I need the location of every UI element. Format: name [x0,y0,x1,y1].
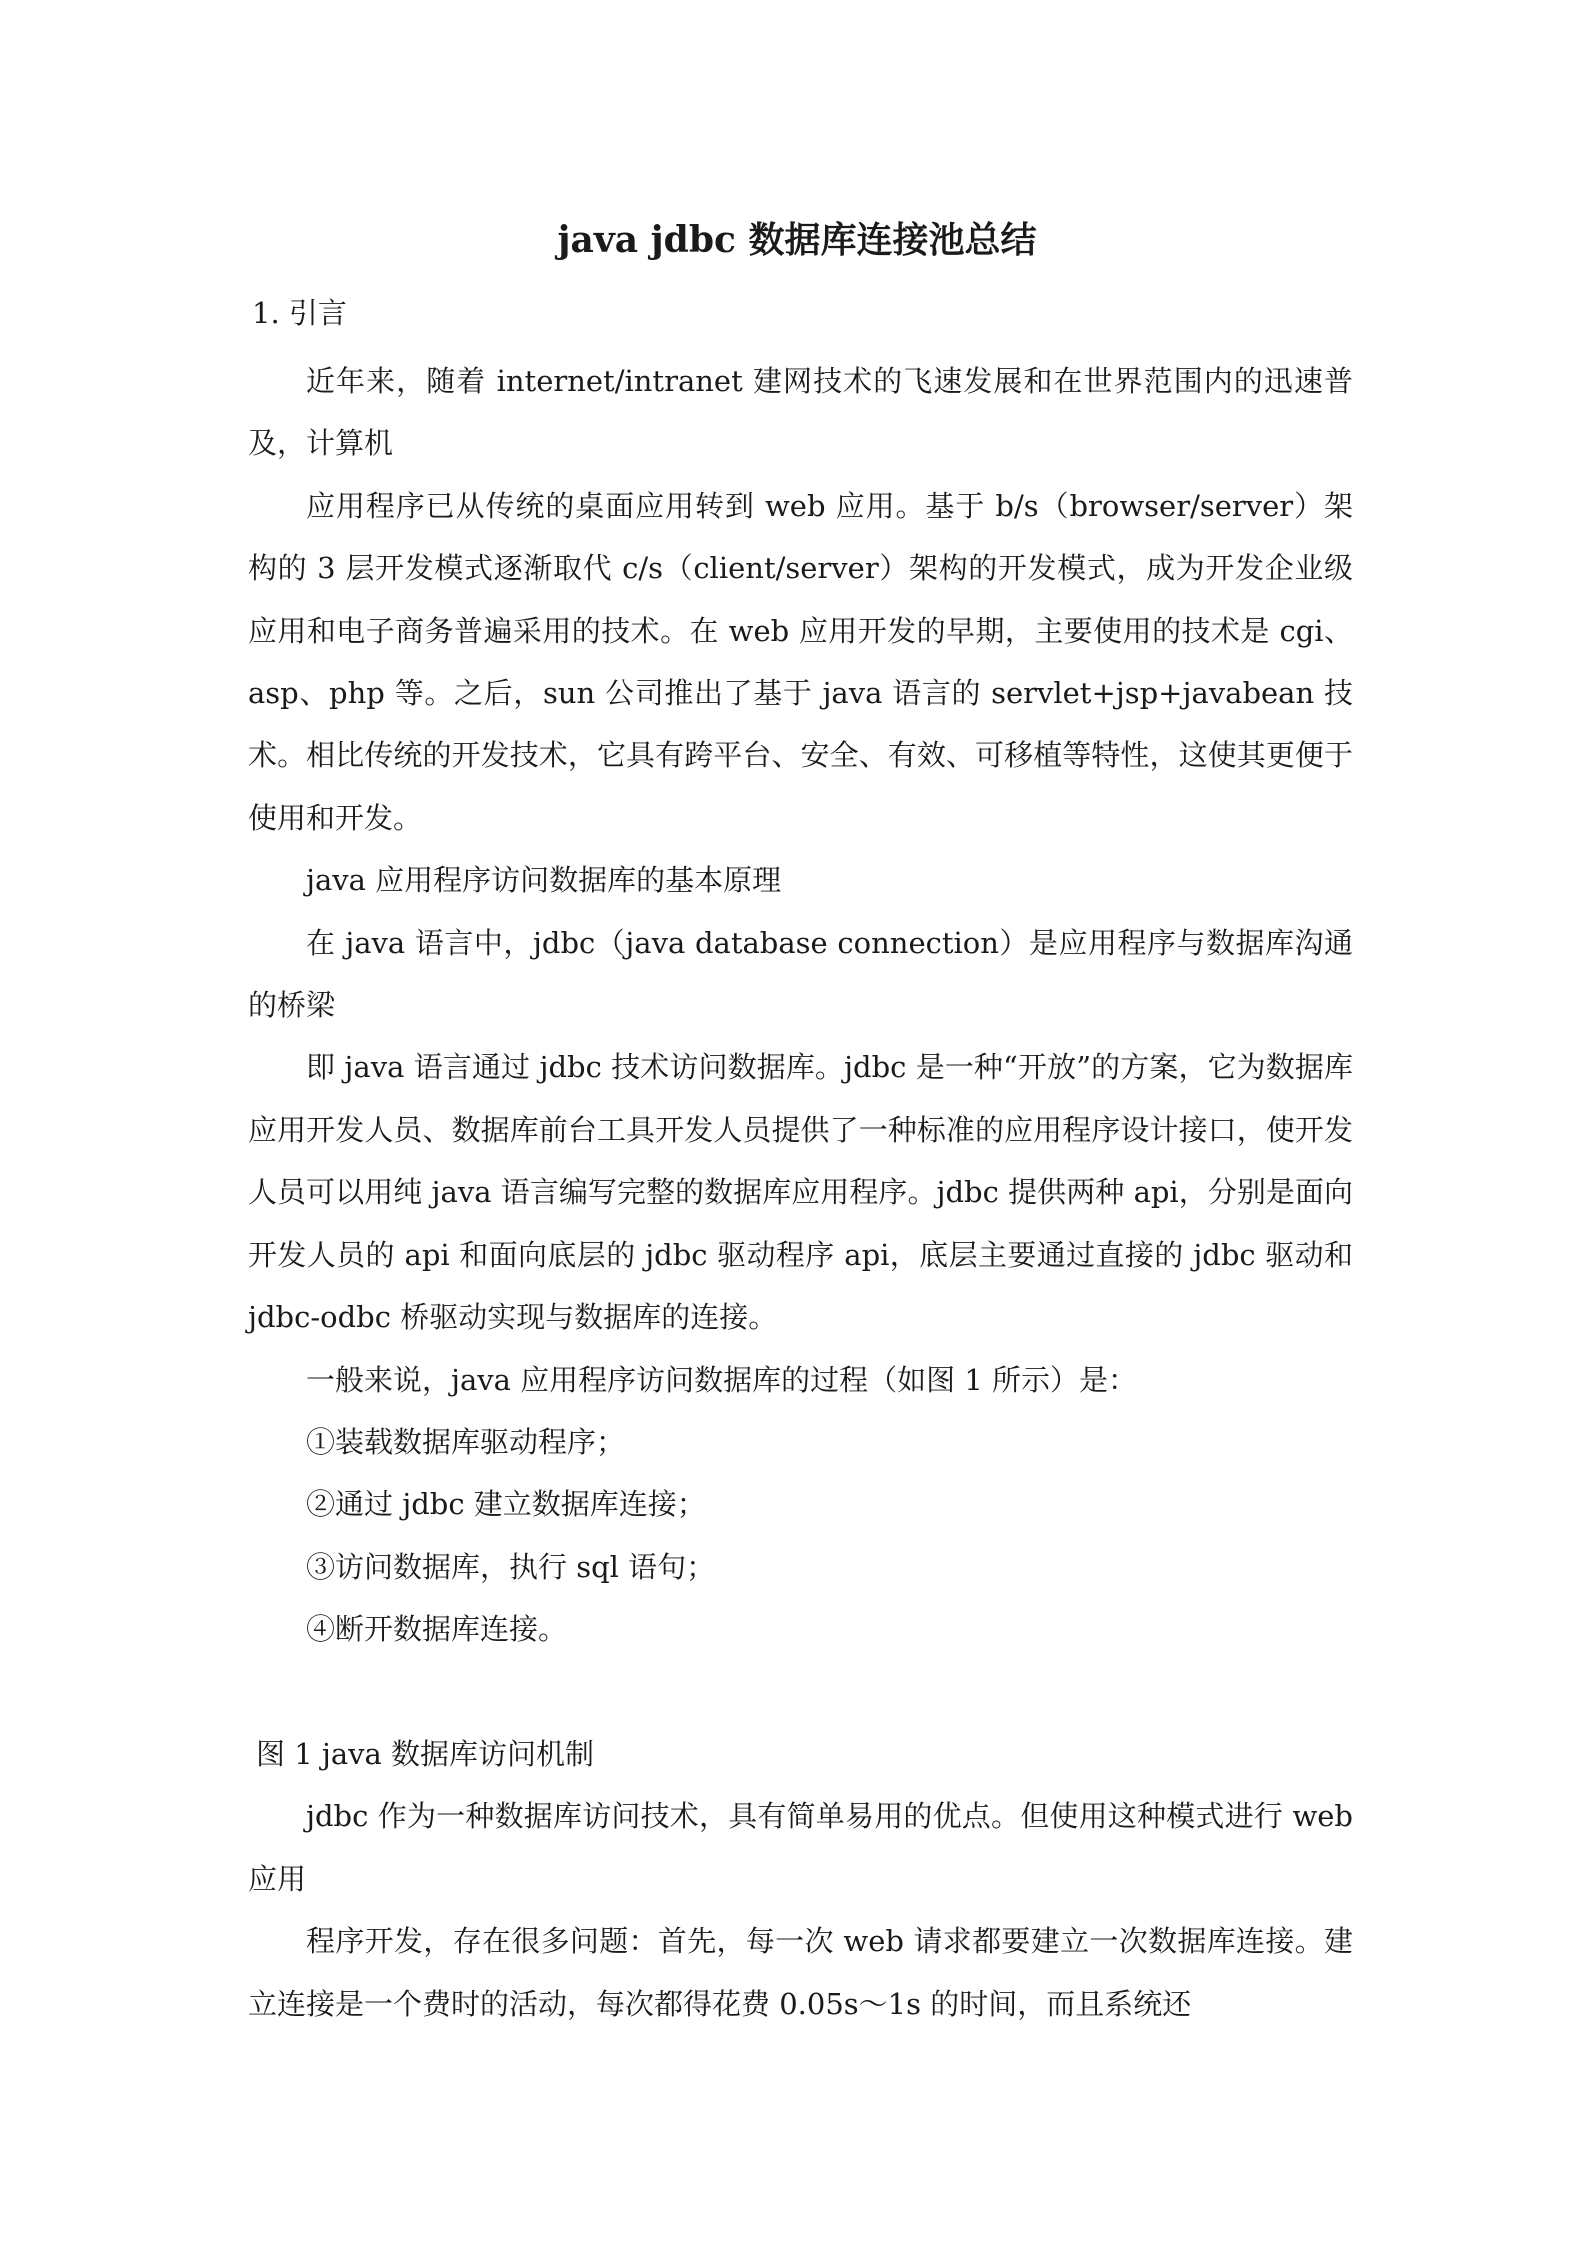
document-title: java jdbc 数据库连接池总结 [557,219,1037,261]
list-item: ①装载数据库驱动程序； [306,1424,626,1459]
paragraph: 应用程序已从传统的桌面应用转到 web 应用。基于 b/s（browser/server）架构的 3 层开发模式逐渐取代 c/s（client/server）架构的开发模式，成为开发企业级应用和电子商务普遍采用的技术。在 web 应用开发的早期，主要使用的技术是 cgi、asp、php 等。之后，sun 公司推出了基于 java 语言的 servlet+jsp+javabean 技术。相比传统的开发技术，它具有跨平台、安全、有效、可移植等特性，这使其更便于使用和开发。 [248,488,1353,835]
list-item: ②通过 jdbc 建立数据库连接； [306,1487,706,1522]
list-item: ④断开数据库连接。 [306,1612,568,1647]
paragraph: 一般来说，java 应用程序访问数据库的过程（如图 1 所示）是： [306,1362,1138,1397]
figure-caption: 图 1 java 数据库访问机制 [256,1736,595,1771]
paragraph: jdbc 作为一种数据库访问技术，具有简单易用的优点。但使用这种模式进行 web 应用 [248,1799,1353,1896]
paragraph: 近年来，随着 internet/intranet 建网技术的飞速发展和在世界范围内的迅速普及，计算机 [248,364,1353,461]
section-heading: 1. 引言 [252,296,347,330]
paragraph: 程序开发，存在很多问题：首先，每一次 web 请求都要建立一次数据库连接。建立连接是一个费时的活动，每次都得花费 0.05s～1s 的时间，而且系统还 [248,1924,1353,2021]
paragraph: 在 java 语言中，jdbc（java database connection）是应用程序与数据库沟通的桥梁 [248,925,1353,1023]
subheading: java 应用程序访问数据库的基本原理 [306,863,782,898]
list-item: ③访问数据库，执行 sql 语句； [306,1549,716,1584]
document-body [248,350,1353,2035]
paragraph: 即 java 语言通过 jdbc 技术访问数据库。jdbc 是一种“开放”的方案，它为数据库应用开发人员、数据库前台工具开发人员提供了一种标准的应用程序设计接口，使开发人员可以用纯 java 语言编写完整的数据库应用程序。jdbc 提供两种 api，分别是面向开发人员的 api 和面向底层的 jdbc 驱动程序 api，底层主要通过直接的 jdbc 驱动和 jdbc-odbc 桥驱动实现与数据库的连接。 [248,1050,1353,1335]
